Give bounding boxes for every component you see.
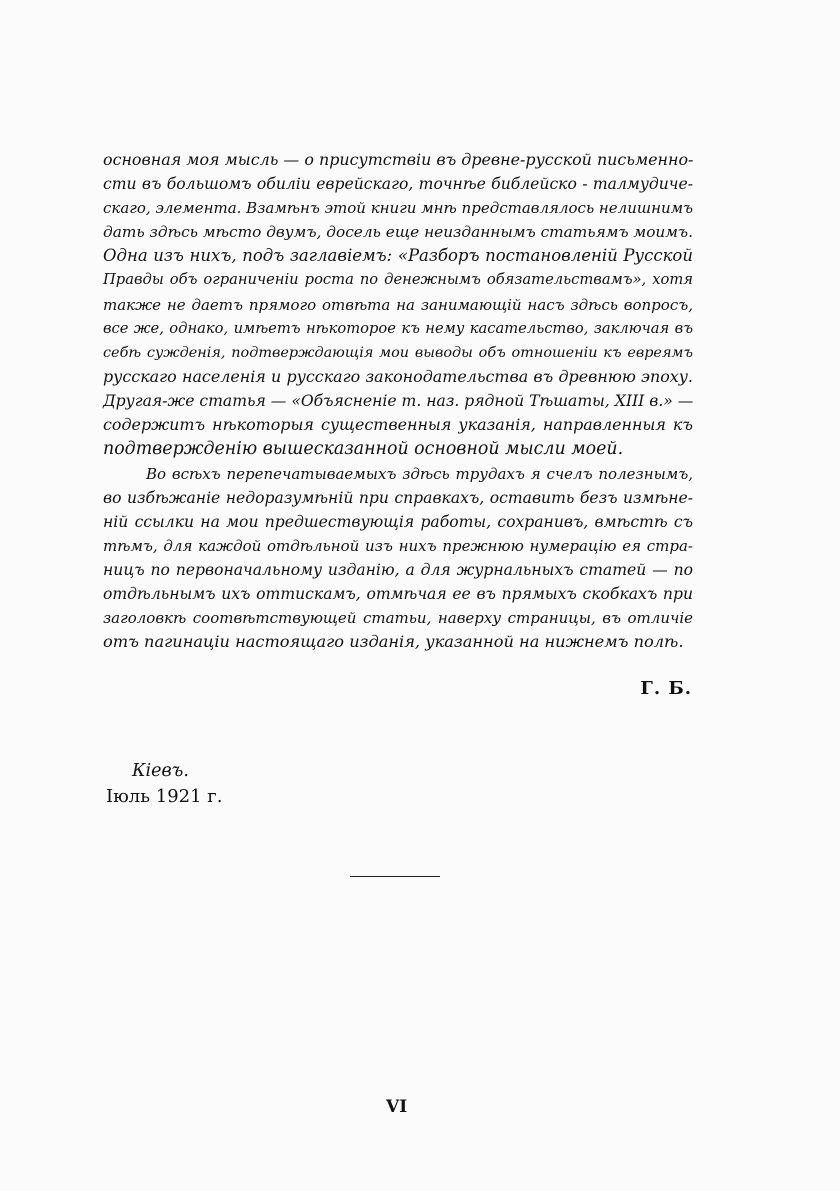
text-line: все же, однако, имѣетъ нѣкоторое къ нему касательство, заключая въ bbox=[103, 320, 693, 337]
author-signature: Г. Б. bbox=[640, 678, 692, 699]
text-line: Правды объ ограниченіи роста по денежнымъ обязательствамъ», хотя bbox=[103, 271, 693, 288]
place-of-writing: Кіевъ. bbox=[132, 761, 189, 781]
text-line: Во всѣхъ перепечатываемыхъ здѣсь трудахъ я счелъ полезнымъ, bbox=[146, 465, 693, 483]
text-line: дать здѣсь мѣсто двумъ, досель еще неизданнымъ статьямъ моимъ. bbox=[103, 223, 693, 241]
text-line: тѣмъ, для каждой отдѣльной изъ нихъ прежнюю нумерацію ея стра- bbox=[103, 537, 693, 555]
text-line: отъ пагинаціи настоящаго изданія, указанной на нижнемъ полѣ. bbox=[103, 632, 684, 651]
text-line: Другая-же статья — «Объясненіе т. наз. рядной Тѣшаты, XIII в.» — bbox=[103, 392, 694, 410]
text-line: отдѣльнымъ ихъ оттискамъ, отмѣчая ее въ прямыхъ скобкахъ при bbox=[103, 585, 693, 603]
text-line: Одна изъ нихъ, подъ заглавіемъ: «Разборъ постановленій Русской bbox=[103, 246, 693, 265]
date-of-writing: Іюль 1921 г. bbox=[106, 786, 223, 807]
text-line: содержитъ нѣкоторыя существенныя указанія, направленныя къ bbox=[103, 415, 693, 434]
text-line: основная моя мысль — о присутствіи въ древне-русской письменно- bbox=[103, 150, 694, 169]
text-line: ницъ по первоначальному изданію, а для журнальныхъ статей — по bbox=[103, 561, 693, 579]
text-line: себѣ сужденія, подтверждающія мои выводы объ отношеніи къ евреямъ bbox=[103, 345, 693, 361]
text-line: заголовкѣ соотвѣтствующей статьи, наверху страницы, въ отличіе bbox=[103, 609, 693, 627]
text-line: подтвержденію вышесказанной основной мысли моей. bbox=[103, 439, 624, 459]
text-line: русскаго населенія и русскаго законодательства въ древнюю эпоху. bbox=[103, 367, 693, 386]
text-line: сти въ большомъ обиліи еврейскаго, точнѣе библейско - талмудиче- bbox=[103, 175, 693, 193]
section-divider bbox=[350, 876, 440, 877]
text-line: во избѣжаніе недоразумѣній при справкахъ, оставить безъ измѣне- bbox=[103, 489, 693, 507]
text-line: ній ссылки на мои предшествующія работы, сохранивъ, вмѣстѣ съ bbox=[103, 513, 693, 531]
page-number: VI bbox=[386, 1097, 408, 1117]
text-line: также не даетъ прямого отвѣта на занимающій насъ здѣсь вопросъ, bbox=[103, 296, 693, 314]
text-line: скаго, элемента. Взамѣнъ этой книги мнѣ представлялось нелишнимъ bbox=[103, 199, 694, 217]
